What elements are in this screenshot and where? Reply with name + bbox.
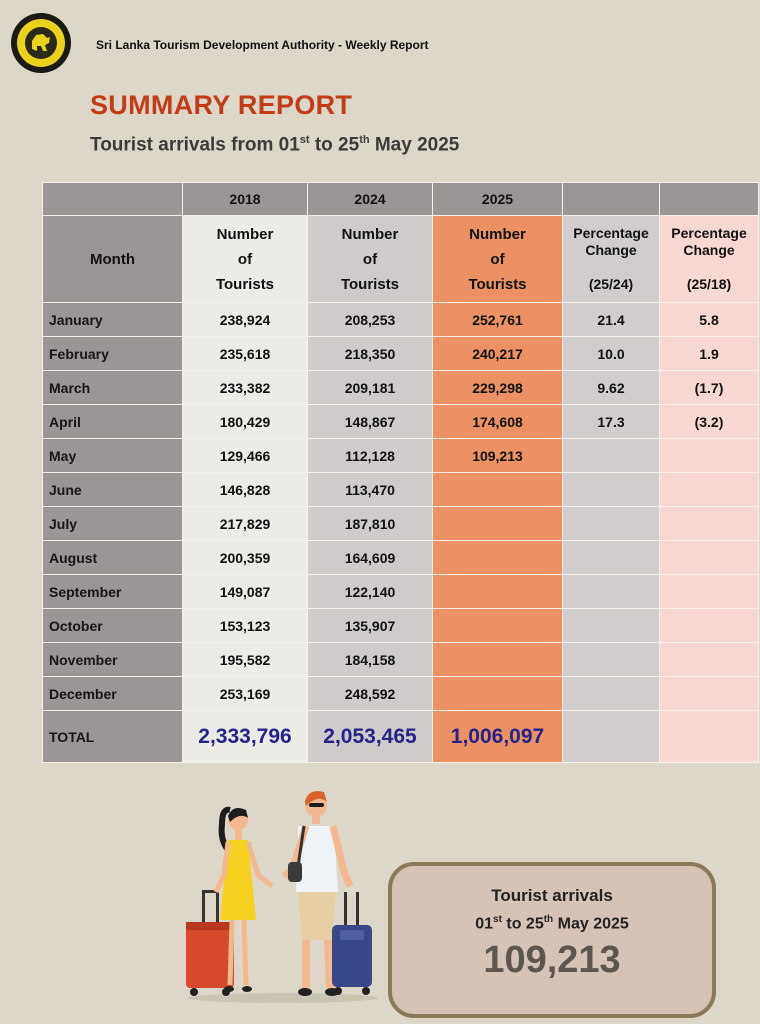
tourists-2024-cell: 135,907 [308,609,433,643]
sri-lanka-lion-emblem-icon [10,12,72,74]
tourists-2018-cell: 153,123 [183,609,308,643]
arrivals-table [42,182,759,763]
year-header-blank [43,183,183,216]
pct-change-25-24-cell [563,473,660,507]
tourists-2018-cell: 238,924 [183,303,308,337]
tourists-2024-cell: 209,181 [308,371,433,405]
tourists-2024-cell: 122,140 [308,575,433,609]
pct-change-25-24-cell [563,643,660,677]
pct-change-25-18-cell: (1.7) [660,371,759,405]
tourists-2024-cell: 218,350 [308,337,433,371]
tourists-header-2024: Number of Tourists [308,216,433,303]
month-cell: August [43,541,183,575]
pct-change-25-24-cell [563,507,660,541]
organization-name: Sri Lanka Tourism Development Authority - Weekly Report [96,38,429,52]
year-header-2024: 2024 [308,183,433,216]
pct-change-25-18-cell: 1.9 [660,337,759,371]
table-row [43,337,759,371]
tourists-2024-cell: 184,158 [308,643,433,677]
table-row [43,677,759,711]
tourists-2018-cell: 235,618 [183,337,308,371]
tourists-header-2018: Number of Tourists [183,216,308,303]
callout-value: 109,213 [483,939,621,982]
tourists-2025-cell: 240,217 [433,337,563,371]
tourists-2018-cell: 146,828 [183,473,308,507]
callout-title: Tourist arrivals [491,886,613,905]
month-cell: October [43,609,183,643]
pct-change-25-24-cell [563,541,660,575]
month-cell: May [43,439,183,473]
pct-change-25-18-cell [660,643,759,677]
tourists-2025-cell [433,541,563,575]
pct-change-25-18-cell: (3.2) [660,405,759,439]
tourists-2018-cell: 195,582 [183,643,308,677]
month-cell: March [43,371,183,405]
tourists-2018-cell: 129,466 [183,439,308,473]
month-cell: July [43,507,183,541]
pct-change-25-18-cell [660,677,759,711]
tourists-2025-cell: 109,213 [433,439,563,473]
month-cell: January [43,303,183,337]
callout-period: 01st to 25th May 2025 [475,914,629,933]
month-cell: June [43,473,183,507]
column-header-row [43,216,759,303]
table-row [43,303,759,337]
month-cell: September [43,575,183,609]
year-header-blank [660,183,759,216]
total-2018: 2,333,796 [183,711,308,763]
month-cell: December [43,677,183,711]
pct-change-25-18-cell [660,507,759,541]
tourists-2018-cell: 217,829 [183,507,308,541]
pct-change-header-25-24: Percentage Change (25/24) [563,216,660,303]
tourists-2024-cell: 248,592 [308,677,433,711]
tourists-2024-cell: 148,867 [308,405,433,439]
tourists-2025-cell [433,643,563,677]
total-2025: 1,006,097 [433,711,563,763]
table-row [43,473,759,507]
table-row [43,507,759,541]
tourists-2025-cell [433,507,563,541]
page-title: SUMMARY REPORT [90,90,353,120]
year-header-2018: 2018 [183,183,308,216]
pct-change-25-18-cell [660,439,759,473]
table-row [43,371,759,405]
year-header-2025: 2025 [433,183,563,216]
tourists-2018-cell: 233,382 [183,371,308,405]
pct-change-25-18-cell [660,575,759,609]
tourists-header-2025: Number of Tourists [433,216,563,303]
page-subtitle: Tourist arrivals from 01st to 25th May 2025 [90,134,460,156]
pct-change-25-18-cell: 5.8 [660,303,759,337]
tourists-2024-cell: 113,470 [308,473,433,507]
month-cell: April [43,405,183,439]
year-header-blank [563,183,660,216]
pct-change-25-24-cell: 9.62 [563,371,660,405]
pct-change-25-24-cell: 10.0 [563,337,660,371]
table-row [43,541,759,575]
arrivals-callout [388,862,716,1018]
tourists-2024-cell: 208,253 [308,303,433,337]
tourist-couple-illustration-icon [178,780,388,1010]
tourists-2025-cell [433,473,563,507]
pct-change-25-18-cell [660,473,759,507]
tourists-2025-cell: 229,298 [433,371,563,405]
table-row [43,643,759,677]
table-row [43,609,759,643]
total-label: TOTAL [43,711,183,763]
tourists-2025-cell [433,609,563,643]
pct-change-25-24-cell [563,575,660,609]
tourists-2025-cell: 252,761 [433,303,563,337]
pct-change-25-24-cell [563,677,660,711]
table-row [43,405,759,439]
pct-change-25-24-cell: 21.4 [563,303,660,337]
tourists-2018-cell: 200,359 [183,541,308,575]
total-pct-25-24-blank [563,711,660,763]
total-row [43,711,759,763]
pct-change-25-24-cell [563,439,660,473]
pct-change-25-18-cell [660,609,759,643]
table-row [43,575,759,609]
month-cell: February [43,337,183,371]
total-2024: 2,053,465 [308,711,433,763]
tourists-2018-cell: 149,087 [183,575,308,609]
pct-change-25-24-cell: 17.3 [563,405,660,439]
year-header-row [43,183,759,216]
pct-change-25-24-cell [563,609,660,643]
tourists-2024-cell: 187,810 [308,507,433,541]
pct-change-25-18-cell [660,541,759,575]
tourists-2018-cell: 180,429 [183,405,308,439]
total-pct-25-18-blank [660,711,759,763]
tourists-2024-cell: 164,609 [308,541,433,575]
tourists-2025-cell: 174,608 [433,405,563,439]
pct-change-header-25-18: Percentage Change (25/18) [660,216,759,303]
month-header: Month [43,216,183,303]
tourists-2025-cell [433,677,563,711]
tourists-2018-cell: 253,169 [183,677,308,711]
tourists-2024-cell: 112,128 [308,439,433,473]
table-row [43,439,759,473]
tourists-2025-cell [433,575,563,609]
month-cell: November [43,643,183,677]
